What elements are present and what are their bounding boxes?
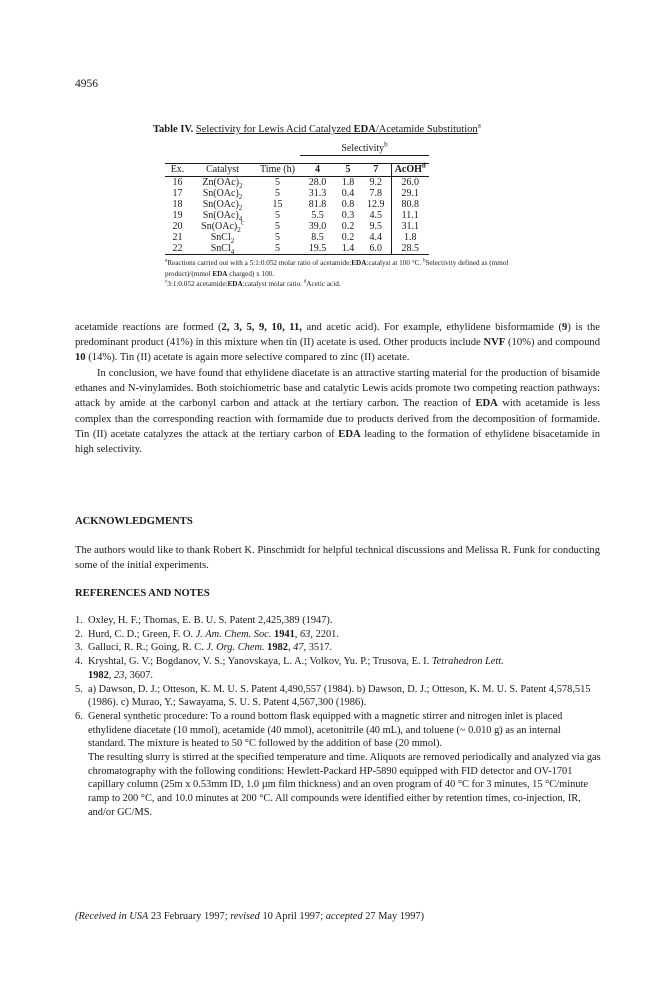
cell-time: 5 <box>275 220 280 232</box>
cell-4: 19.5 <box>300 243 335 255</box>
cell-5: 0.4 <box>341 187 355 199</box>
cell-ex: 17 <box>172 187 183 199</box>
cell-4: 81.8 <box>308 198 327 210</box>
cell-time: 15 <box>272 198 283 210</box>
cell-time: 5 <box>275 209 280 221</box>
cell-acoh: 28.5 <box>391 243 429 255</box>
cell-4: 39.0 <box>308 220 327 232</box>
header-5: 5 <box>335 163 361 176</box>
cell-time: 5 <box>275 231 280 243</box>
table-row <box>165 188 429 199</box>
header-7: 7 <box>361 163 391 176</box>
cell-time: 5 <box>275 176 280 188</box>
cell-ex: 22 <box>165 243 190 255</box>
cell-time: 5 <box>255 243 300 255</box>
cell-5: 1.4 <box>335 243 361 255</box>
caption-footnote-mark: a <box>477 120 481 130</box>
cell-acoh: 29.1 <box>391 188 429 199</box>
selectivity-header: Selectivity$^b$ <box>300 142 429 155</box>
cell-7: 12.9 <box>367 198 385 210</box>
cell-time: 5 <box>275 187 280 199</box>
table-title: Selectivity for Lewis Acid Catalyzed EDA/Acetamide Substitution <box>195 124 478 135</box>
cell-7: 9.2 <box>369 176 382 188</box>
page-number: 4956 <box>75 78 98 90</box>
header-4: 4 <box>300 163 335 176</box>
header-time: Time (h) <box>255 163 300 176</box>
cell-ex: 21 <box>172 231 183 243</box>
cell-4: 8.5 <box>311 231 324 243</box>
references-list <box>75 614 601 820</box>
cell-catalyst: SnCl$_2$ <box>210 231 235 245</box>
header-acoh: AcOH$^d$ <box>391 163 429 176</box>
table-row <box>165 221 429 232</box>
cell-4: 28.0 <box>308 176 327 188</box>
acknowledgments-heading: ACKNOWLEDGMENTS <box>75 516 193 527</box>
header-ex: Ex. <box>165 163 190 176</box>
cell-7: 9.5 <box>369 220 382 232</box>
cell-ex: 16 <box>172 176 183 188</box>
cell-5: 0.3 <box>341 209 355 221</box>
received-dates: (Received in USA 23 February 1997; revised 10 April 1997; accepted 27 May 1997) <box>75 911 425 922</box>
cell-catalyst: $Sn(OAc)_2^c$ <box>201 218 244 234</box>
cell-4: 31.3 <box>308 187 327 199</box>
reference-item: 4. Kryshtal, G. V.; Bogdanov, V. S.; Yanovskaya, L. A.; Volkov, Yu. P.; Trusova, E. I. Tetrahedron Lett. 1982, 23, 3607. <box>75 656 504 681</box>
reference-item: 2. Hurd, C. D.; Green, F. O. J. Am. Chem. Soc. 1941, 63, 2201. <box>75 628 339 640</box>
cell-acoh: 26.0 <box>391 176 429 188</box>
reference-item: 1. Oxley, H. F.; Thomas, E. B. U. S. Patent 2,425,389 (1947). <box>75 615 333 626</box>
cell-catalyst: $Zn(OAc)_2$ <box>202 176 243 190</box>
cell-4: 5.5 <box>311 209 324 221</box>
cell-5: 0.8 <box>341 198 355 210</box>
cell-ex: 19 <box>172 209 183 221</box>
cell-7: 4.4 <box>369 231 382 243</box>
table-row <box>165 199 429 210</box>
cell-ex: 18 <box>172 198 183 210</box>
table-row <box>165 243 429 255</box>
reference-item: 5. a) Dawson, D. J.; Otteson, K. M. U. S. Patent 4,490,557 (1984). b) Dawson, D. J.; Otteson, K. M. U. S. Patent 4,578,515 (1986). c) Murao, Y.; Sawayama, S. U. S. Patent 4,567,300 (1986). <box>75 683 591 709</box>
header-catalyst: Catalyst <box>190 163 255 176</box>
cell-catalyst: $Sn(OAc)_2$ <box>202 187 243 201</box>
cell-acoh: 31.1 <box>391 221 429 232</box>
table-label: Table IV. <box>153 124 194 135</box>
references-heading: REFERENCES AND NOTES <box>75 588 210 599</box>
table-footnotes: $^a$Reactions carried out with a 5:1:0.052 molar ratio of acetamide:EDA:catalyst at 100 °C. $^b$Selectivity defined as (mmol product)/(mmol EDA charged) x 100. $^c$3:1:0.052 acetamide:EDA:catalyst molar ratio. $^d$Acetic acid. <box>165 258 509 288</box>
table-caption <box>153 120 523 135</box>
reference-item: 3. Galluci, R. R.; Going, R. C. J. Org. Chem. 1982, 47, 3517. <box>75 642 333 654</box>
table-header-row <box>165 163 429 176</box>
cell-catalyst: $Sn(OAc)_2$ <box>202 198 243 212</box>
cell-7: 6.0 <box>361 243 391 255</box>
cell-7: 4.5 <box>369 209 382 221</box>
cell-5: 0.2 <box>341 231 355 243</box>
table-row <box>165 176 429 188</box>
acknowledgments-text: The authors would like to thank Robert K. Pinschmidt for helpful technical discussions and Melissa R. Funk for conducting some of the initial experiments. <box>75 545 600 572</box>
cell-ex: 20 <box>172 220 183 232</box>
paragraph-conclusion: In conclusion, we have found that ethylidene diacetate is an attractive starting material for the production of bisamide ethanes and N-vinylamides. Both stoichiometric base and catalytic Lewis acids promote two competing reaction pathways: attack by amide at the carbonyl carbon and attack at the tertiary carbon. The reaction of EDA with acetamide is less complex than the corresponding reaction with formamide due to products derived from the decomposition of formamide. Tin (II) acetate catalyzes the attack at the tertiary carbon of EDA leading to the formation of ethylidene bisacetamide in high selectivity. <box>75 368 600 456</box>
table-row <box>165 210 429 221</box>
selectivity-table <box>165 142 429 255</box>
cell-acoh: 80.8 <box>391 199 429 210</box>
cell-acoh: 11.1 <box>391 210 429 221</box>
reference-item: 6. General synthetic procedure: To a round bottom flask equipped with a magnetic stirrer and nitrogen inlet is placed ethylidene diacetate (10 mmol), acetamide (40 mmol), acetonitrile (40 mL), and toluene (~ 0.010 g) as an internal standard. The mixture is heated to 50 °C followed by the addition of base (20 mmol). The resulting slurry is stirred at the specified temperature and time. Aliquots are removed periodically and analyzed via gas chromatography with the following conditions: Hewlett-Packard HP-5890 equipped with FID detector and OV-1701 capillary column (25m x 0.53mm ID, 1.0 µm film thickness) and an oven program of 40 °C for 3 minutes, 15 °C/minute ramp to 200 °C, and 10.0 minutes at 200 °C. All compounds were identified either by retention times, co-injection, IR, and/or GC/MS. <box>75 710 601 818</box>
table-iv <box>153 120 523 256</box>
paragraph-results: acetamide reactions are formed (2, 3, 5, 9, 10, 11, and acetic acid). For example, ethylidene bisformamide (9) is the predominant product (41%) in this mixture when tin (II) acetate is used. Other products include NVF (10%) and compound 10 (14%). Tin (II) acetate is again more selective compared to zinc (II) acetate. <box>75 322 600 364</box>
cell-catalyst: $Sn(OAc)_4$ <box>202 209 243 223</box>
table-row <box>165 232 429 243</box>
cell-acoh: 1.8 <box>391 232 429 243</box>
cell-7: 7.8 <box>369 187 382 199</box>
cell-5: 0.2 <box>341 220 355 232</box>
cell-catalyst: SnCl$_4$ <box>190 243 255 255</box>
cell-5: 1.8 <box>341 176 355 188</box>
